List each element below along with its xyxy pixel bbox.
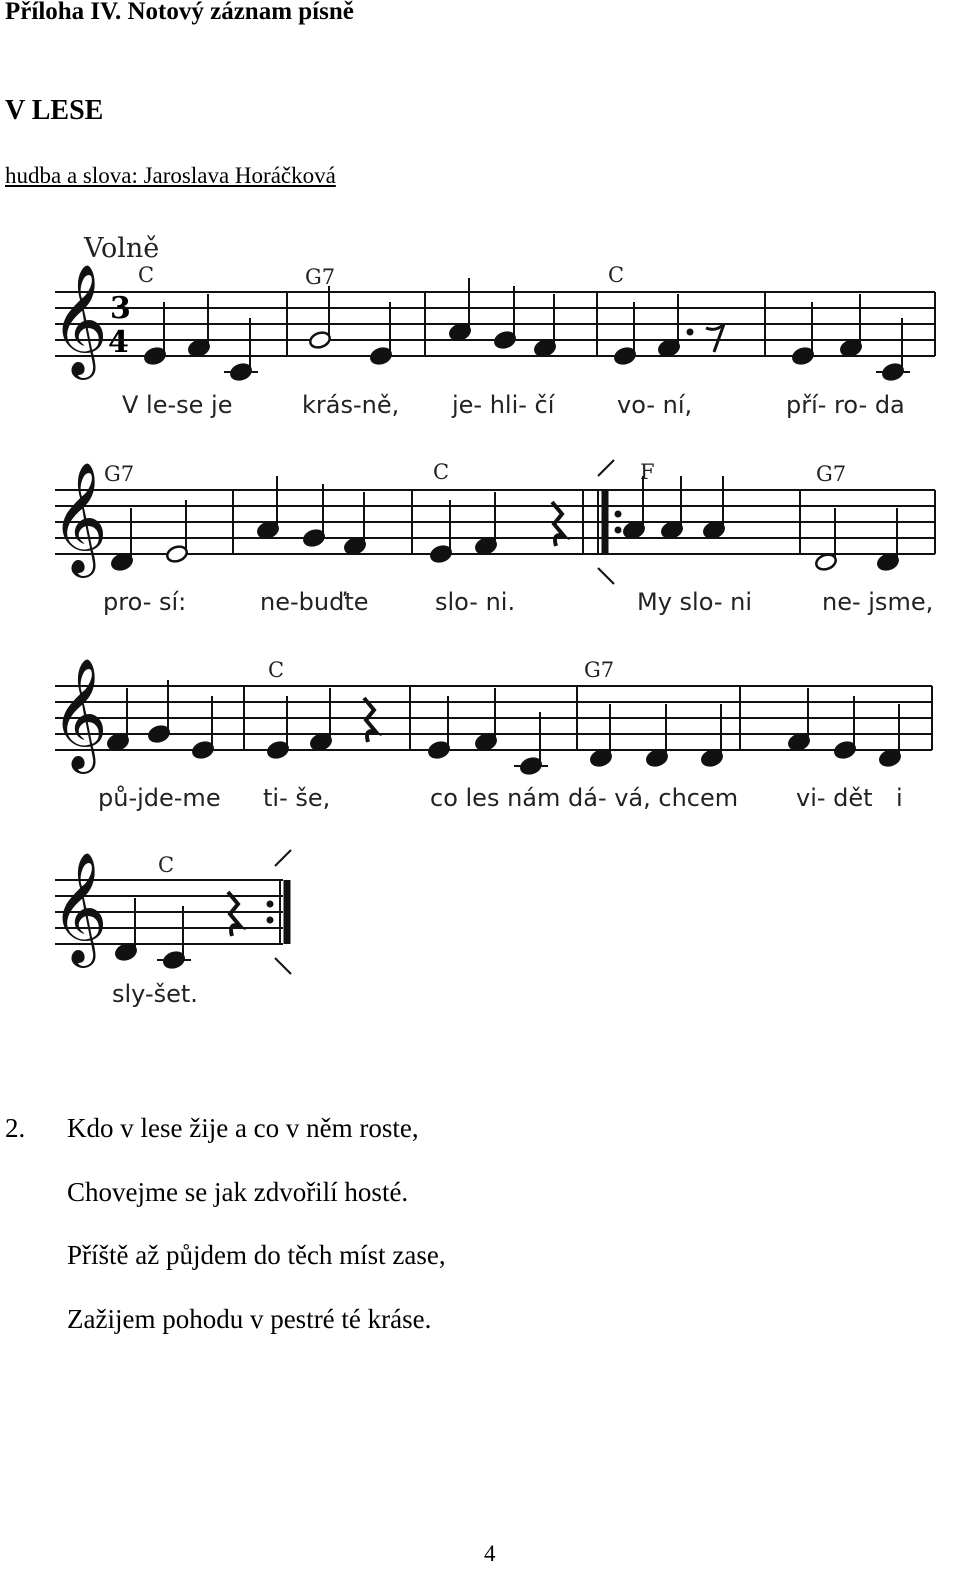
lyric-syllables: pro- sí: <box>103 588 187 616</box>
lyric-syllables: ne-buďte <box>260 588 369 616</box>
chord-symbol: F <box>640 460 655 484</box>
eighth-rest <box>706 324 724 352</box>
quarter-rest <box>228 892 240 936</box>
time-signature-bottom: 4 <box>108 325 129 360</box>
lyric-syllables: sly-šet. <box>112 980 198 1008</box>
treble-clef: 𝄞 <box>51 263 108 375</box>
lyric-syllables: krás-ně, <box>302 391 400 419</box>
song-credit: hudba a slova: Jaroslava Horáčková <box>5 163 336 188</box>
chord-symbol: C <box>433 460 450 484</box>
treble-clef: 𝄞 <box>51 851 108 963</box>
page-number: 4 <box>484 1541 496 1566</box>
bracket-mark <box>275 958 291 974</box>
sheet-music <box>0 220 960 1020</box>
lyric-syllables: ne- jsme, <box>822 588 934 616</box>
tempo-marking: Volně <box>84 233 160 264</box>
bracket-mark <box>598 568 614 584</box>
lyric-syllables: i <box>896 784 903 812</box>
chord-symbol: G7 <box>305 265 336 289</box>
lyric-syllables: je- hli- čí <box>452 391 555 419</box>
lyric-syllables: vi- dět <box>796 784 873 812</box>
music-notation <box>51 263 935 974</box>
verse-line: Příště až půjdem do těch míst zase, <box>67 1240 446 1270</box>
verse-line: Kdo v lese žije a co v něm roste, <box>67 1113 419 1143</box>
lyric-syllables: pří- ro- da <box>786 391 905 419</box>
appendix-heading: Příloha IV. Notový záznam písně <box>5 0 354 25</box>
chord-symbol: C <box>268 658 285 682</box>
treble-clef: 𝄞 <box>51 461 108 573</box>
lyric-syllables: My slo- ni <box>637 588 753 616</box>
chord-symbol: C <box>608 263 625 287</box>
lyric-syllables: V le-se je <box>122 391 233 419</box>
repeat-dot <box>267 901 274 908</box>
quarter-rest <box>364 698 376 742</box>
time-signature-top: 3 <box>110 291 131 326</box>
chord-symbol: G7 <box>104 462 135 486</box>
lyric-syllables: co les nám dá- vá, chcem <box>430 784 739 812</box>
chord-symbol: G7 <box>584 658 615 682</box>
lyric-syllables: ti- še, <box>263 784 331 812</box>
verse-number: 2. <box>5 1113 26 1143</box>
verse-line: Zažijem pohodu v pestré té kráse. <box>67 1304 432 1334</box>
bracket-mark <box>275 850 291 866</box>
repeat-dot <box>267 917 274 924</box>
lyric-syllables: vo- ní, <box>617 391 693 419</box>
quarter-rest <box>552 502 564 546</box>
lyric-syllables: pů-jde-me <box>98 784 221 812</box>
song-title: V LESE <box>5 95 104 126</box>
chord-symbol: C <box>138 263 155 287</box>
treble-clef: 𝄞 <box>51 657 108 769</box>
chord-symbol: C <box>158 853 175 877</box>
dot <box>687 329 694 336</box>
chord-symbol: G7 <box>816 462 847 486</box>
bracket-mark <box>598 460 614 476</box>
repeat-dot <box>615 511 622 518</box>
verse-line: Chovejme se jak zdvořilí hosté. <box>67 1177 409 1207</box>
lyric-syllables: slo- ni. <box>435 588 516 616</box>
repeat-dot <box>615 527 622 534</box>
staff-system-4 <box>112 853 198 1008</box>
